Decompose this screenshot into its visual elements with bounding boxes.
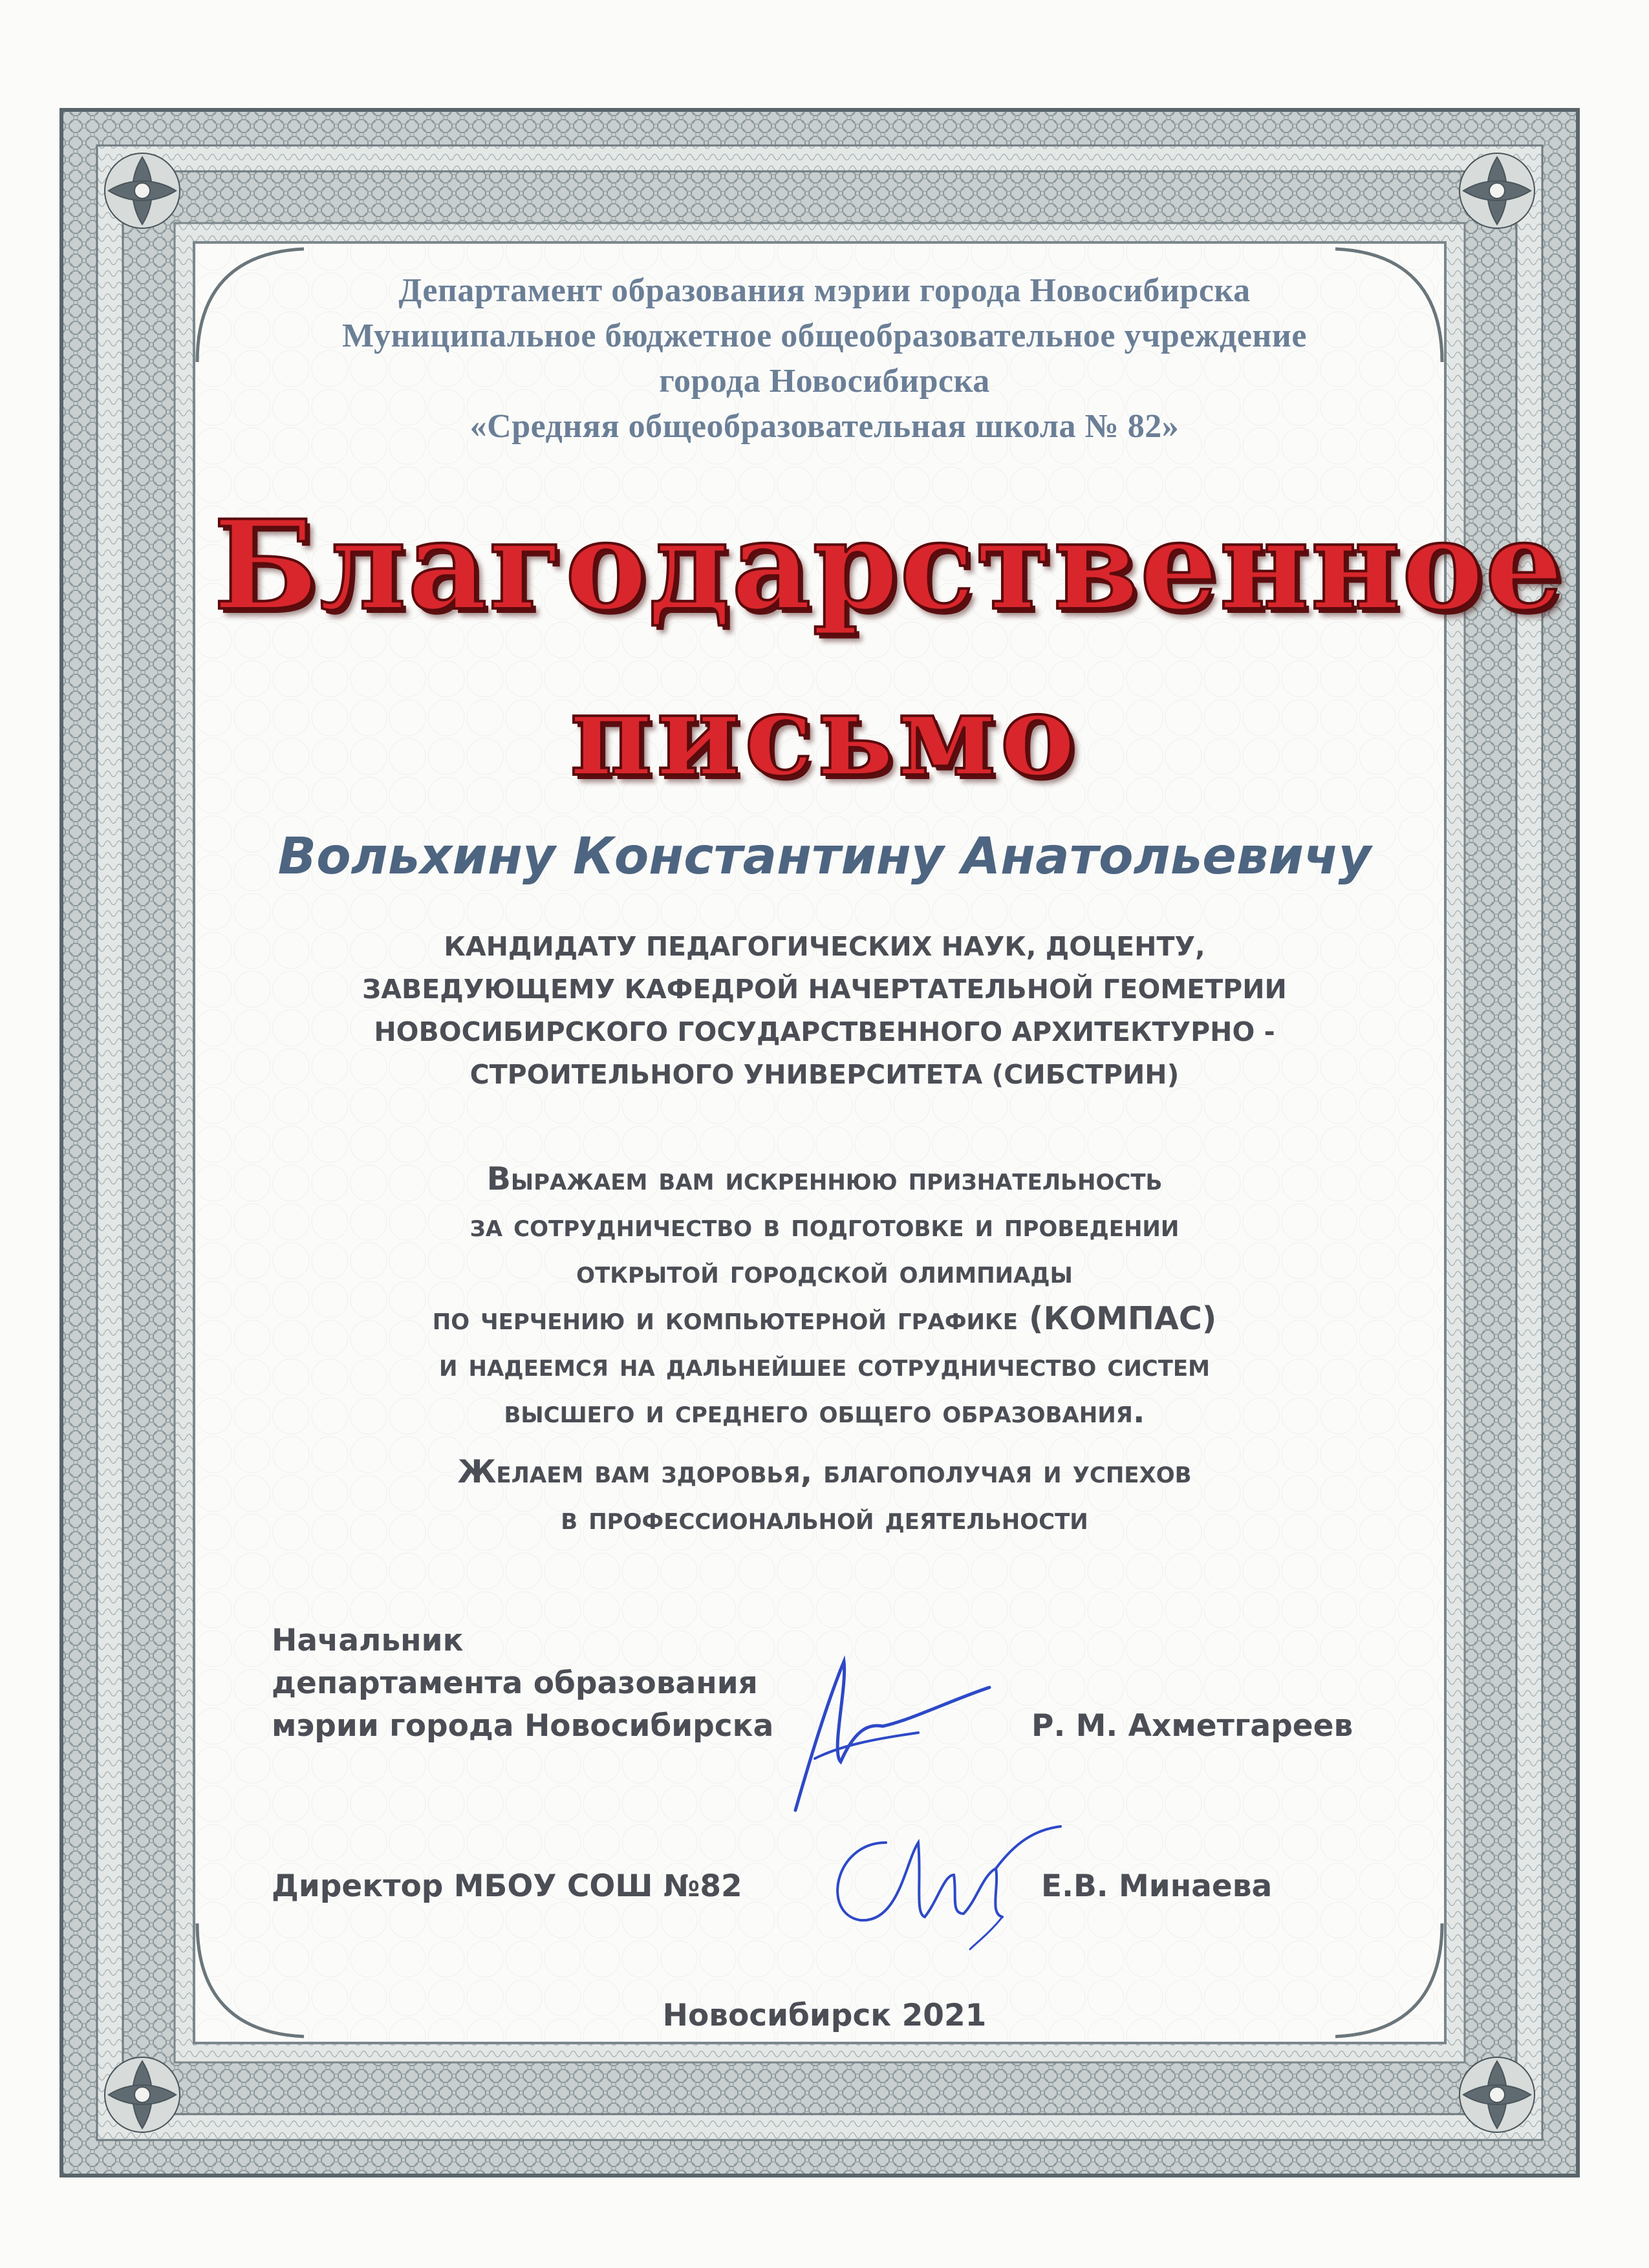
- gratitude-line: Выражаем вам искреннюю признательность: [486, 1161, 1163, 1197]
- title-line-2: письмо: [570, 669, 1079, 802]
- wishes-line: Желаем вам здоровья, благополучая и успехов: [457, 1453, 1192, 1490]
- position-line: ЗАВЕДУЮЩЕМУ КАФЕДРОЙ НАЧЕРТАТЕЛЬНОЙ ГЕОМЕТРИИ: [362, 974, 1287, 1005]
- position-line: СТРОИТЕЛЬНОГО УНИВЕРСИТЕТА (СИБСТРИН): [469, 1059, 1180, 1090]
- header-institution-type: Муниципальное бюджетное общеобразовательное учреждение: [342, 317, 1307, 354]
- header-city: города Новосибирска: [659, 363, 990, 400]
- gratitude-line: и надеемся на дальнейшее сотрудничество систем: [439, 1347, 1210, 1384]
- chief-title-line: мэрии города Новосибирска: [272, 1708, 774, 1744]
- footer-city-year: Новосибирск 2021: [662, 1998, 987, 2033]
- certificate-content: [213, 259, 1565, 2069]
- chief-signature: [770, 1649, 1015, 1817]
- title-line-1: Благодарственное: [213, 493, 1565, 637]
- chief-title-line: Начальник: [272, 1623, 464, 1658]
- gratitude-line: высшего и среднего общего образования.: [504, 1393, 1145, 1430]
- director-name: Е.В. Минаева: [1041, 1868, 1273, 1904]
- director-signature: [808, 1804, 1067, 1952]
- position-line: НОВОСИБИРСКОГО ГОСУДАРСТВЕННОГО АРХИТЕКТУРНО -: [374, 1016, 1275, 1047]
- gratitude-line: за сотрудничество в подготовке и проведении: [469, 1207, 1180, 1244]
- chief-name: Р. М. Ахметгареев: [1031, 1708, 1353, 1744]
- director-title: Директор МБОУ СОШ №82: [272, 1868, 742, 1904]
- header-school-name: «Средняя общеобразовательная школа № 82»: [469, 408, 1180, 445]
- gratitude-line: по черчению и компьютерной графике (КОМПАС): [432, 1300, 1217, 1337]
- wishes-line: в профессиональной деятельности: [561, 1500, 1088, 1537]
- position-line: КАНДИДАТУ ПЕДАГОГИЧЕСКИХ НАУК, ДОЦЕНТУ,: [444, 931, 1205, 962]
- gratitude-line: открытой городской олимпиады: [576, 1254, 1073, 1290]
- header-department: Департамент образования мэрии города Новосибирска: [398, 272, 1251, 309]
- recipient-name: Вольхину Константину Анатольевичу: [277, 828, 1372, 886]
- chief-title-line: департамента образования: [272, 1665, 758, 1701]
